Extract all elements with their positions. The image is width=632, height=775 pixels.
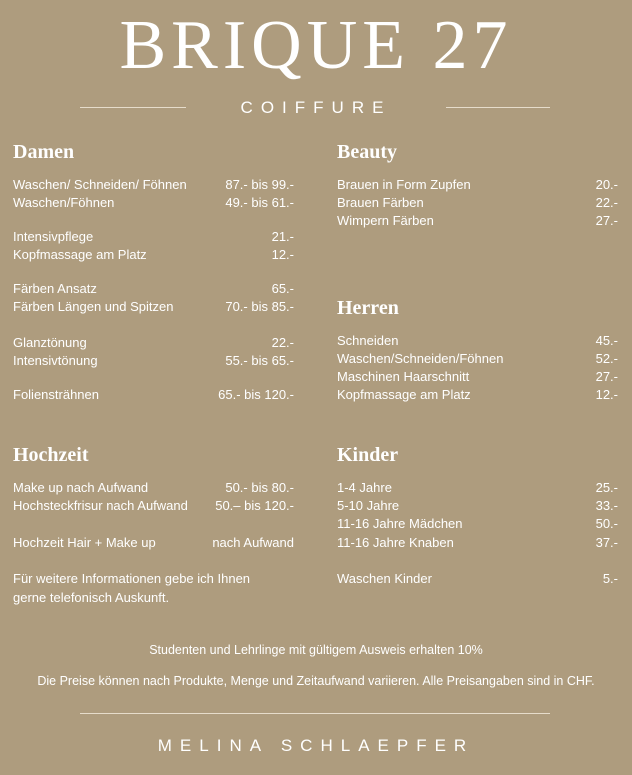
service-price: 55.- bis 65.- [225,353,294,368]
service-price: 21.- [271,229,294,244]
section-title-hochzeit: Hochzeit [13,444,89,466]
service-name: Kopfmassage am Platz [337,387,471,402]
service-price: 22.- [595,195,618,210]
service-name: Färben Längen und Spitzen [13,299,174,314]
price-row [337,368,618,386]
service-name: Färben Ansatz [13,281,97,296]
price-note: Die Preise können nach Produkte, Menge und Zeitaufwand variieren. Alle Preisangaben sind in CHF. [37,674,595,688]
price-row [337,332,618,350]
service-price: 50.– bis 120.- [215,498,294,513]
service-name: Intensivpflege [13,229,94,244]
price-row [337,570,618,588]
service-name: Hochsteckfrisur nach Aufwand [13,498,188,513]
price-row [13,228,294,246]
service-name: Intensivtönung [13,353,98,368]
service-price: 27.- [595,213,618,228]
service-name: Waschen/ Schneiden/ Föhnen [13,177,187,192]
service-price: nach Aufwand [212,535,294,550]
service-name: Foliensträhnen [13,387,99,402]
service-name: Brauen in Form Zupfen [337,177,471,192]
service-price: 12.- [595,387,618,402]
price-row [13,479,294,497]
service-name: Make up nach Aufwand [13,480,149,495]
service-price: 52.- [595,351,618,366]
service-price: 50.- bis 80.- [225,480,294,495]
section-title-kinder: Kinder [337,444,399,466]
service-price: 45.- [595,333,618,348]
price-row [337,212,618,230]
price-row [13,497,294,515]
service-price: 65.- [271,281,294,296]
price-row [13,386,294,404]
service-price: 87.- bis 99.- [225,177,294,192]
service-price: 5.- [602,571,618,586]
price-row [337,350,618,368]
price-row [337,497,618,515]
footer-name: MELINA SCHLAEPFER [157,736,475,755]
service-price: 49.- bis 61.- [225,195,294,210]
divider-right [446,107,550,108]
service-name: Maschinen Haarschnitt [337,369,470,384]
brand-title: BRIQUE 27 [119,7,513,84]
price-row [13,246,294,264]
service-price: 37.- [595,535,618,550]
service-name: Schneiden [337,333,399,348]
service-name: Kopfmassage am Platz [13,247,147,262]
service-price: 20.- [595,177,618,192]
footer-divider [80,713,550,714]
brand-subtitle: COIFFURE [240,98,392,117]
service-price: 70.- bis 85.- [225,299,294,314]
price-row [337,194,618,212]
price-row [337,176,618,194]
info-text-line: gerne telefonisch Auskunft. [13,590,170,605]
discount-note: Studenten und Lehrlinge mit gültigem Ausweis erhalten 10% [149,643,483,657]
service-price: 27.- [595,369,618,384]
service-price: 65.- bis 120.- [218,387,294,402]
service-name: Waschen/Föhnen [13,195,115,210]
service-name: 11-16 Jahre Mädchen [337,516,463,531]
service-name: 5-10 Jahre [337,498,400,513]
service-name: Waschen Kinder [337,571,432,586]
info-text-line: Für weitere Informationen gebe ich Ihnen [13,571,251,586]
section-title-damen: Damen [13,141,75,163]
service-price: 50.- [595,516,618,531]
section-title-beauty: Beauty [337,141,397,163]
service-name: 1-4 Jahre [337,480,392,495]
service-price: 12.- [271,247,294,262]
service-price: 33.- [595,498,618,513]
service-name: Waschen/Schneiden/Föhnen [337,351,504,366]
subtitle-row [0,96,632,120]
price-row [13,194,294,212]
price-row [13,334,294,352]
divider-left [80,107,186,108]
price-row [337,386,618,404]
service-name: Wimpern Färben [337,213,434,228]
price-row [13,534,294,552]
price-row [13,352,294,370]
price-row [337,515,618,533]
service-name: Glanztönung [13,335,87,350]
price-row [13,280,294,298]
service-name: Hochzeit Hair + Make up [13,535,156,550]
service-name: Brauen Färben [337,195,424,210]
service-name: 11-16 Jahre Knaben [337,535,454,550]
service-price: 22.- [271,335,294,350]
price-row [337,534,618,552]
price-row [13,176,294,194]
price-row [13,298,294,316]
section-title-herren: Herren [337,297,399,319]
service-price: 25.- [595,480,618,495]
price-row [337,479,618,497]
